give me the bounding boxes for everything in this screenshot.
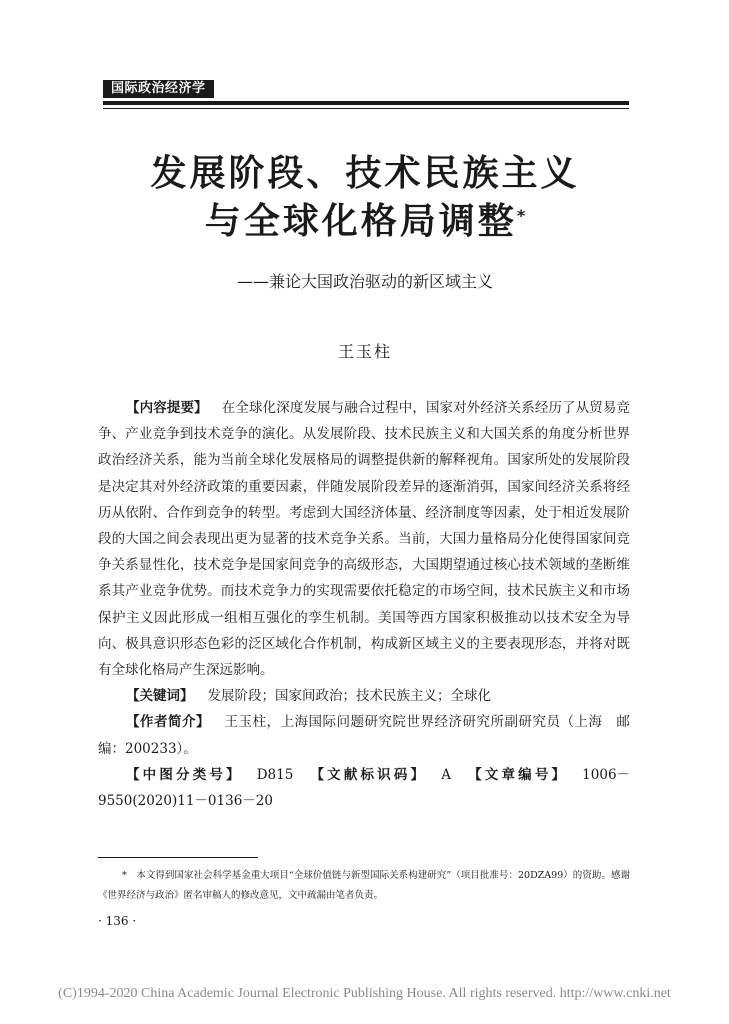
title-footnote-mark: * <box>516 206 526 225</box>
clc-value: D815 <box>256 766 294 783</box>
header-rule-thick <box>103 101 629 105</box>
article-title-line2 <box>80 200 650 244</box>
footnote-paragraph <box>98 866 630 906</box>
abstract <box>98 395 630 683</box>
keywords <box>98 683 630 709</box>
footnote <box>98 866 630 906</box>
doc-code-value: A <box>441 766 451 783</box>
header-rule-thin <box>103 108 629 109</box>
article-title-line1: 发展阶段、技术民族主义 <box>150 153 580 194</box>
section-tag: 国际政治经济学 <box>103 80 214 98</box>
copyright-watermark: (C)1994-2020 China Academic Journal Electronic Publishing House. All rights reserved. http://www.cnki.net <box>58 986 671 1001</box>
author-intro <box>98 709 630 761</box>
footnote-rule <box>98 857 258 858</box>
article-number-label: 【文章编号】 <box>464 766 569 783</box>
keywords-text: 发展阶段；国家间政治；技术民族主义；全球化 <box>207 688 491 705</box>
article-title-line2-text: 与全球化格局调整 <box>204 201 517 242</box>
classification <box>98 762 630 814</box>
author-name: 王玉柱 <box>337 342 392 361</box>
abstract-text: 在全球化深度发展与融合过程中，国家对外经济关系经历了从贸易竞争、产业竞争到技术竞争的演化。从发展阶段、技术民族主义和大国关系的角度分析世界政治经济关系，能为当前全球化发展格局的调整提供新的解释视角。国家所处的发展阶段是决定其对外经济政策的重要因素，伴随发展阶段差异的逐渐消弭，国家间经济关系将经历从依附、合作到竞争的转型。考虑到大国经济体量、经济制度等因素，处于相近发展阶段的大国之间会表现出更为显著的技术竞争关系。当前，大国力量格局分化使得国家间竞争关系显性化，技术竞争是国家间竞争的高级形态，大国期望通过核心技术领域的垄断维系其产业竞争优势。而技术竞争力的实现需要依托稳定的市场空间，技术民族主义和市场保护主义因此形成一组相互强化的孪生机制。美国等西方国家积极推动以技术安全为导向、极具意识形态色彩的泛区域化合作机制，构成新区域主义的主要表现形态，并将对既有全球化格局产生深远影响。 <box>98 400 631 679</box>
doc-code-label: 【文献标识码】 <box>307 766 428 783</box>
author-intro-text: 王玉柱，上海国际问题研究院世界经济研究所副研究员（上海 邮编：200233）。 <box>98 714 630 757</box>
abstract-label: 【内容提要】 <box>126 400 208 416</box>
clc-label: 【中图分类号】 <box>126 766 243 783</box>
footnote-text: 本文得到国家社会科学基金重大项目“全球价值链与新型国际关系构建研究”（项目批准号：20DZA99）的资助。感谢《世界经济与政治》匿名审稿人的修改意见，文中疏漏由笔者负责。 <box>98 870 630 901</box>
article-subtitle: ——兼论大国政治驱动的新区域主义 <box>236 272 493 291</box>
author-intro-label: 【作者简介】 <box>126 714 210 731</box>
page-number: · 136 · <box>98 914 137 928</box>
keywords-label: 【关键词】 <box>126 688 194 705</box>
footnote-mark: * <box>122 870 127 881</box>
article-number-value: 1006－9550(2020)11－0136－20 <box>98 766 631 810</box>
article-front-matter <box>98 395 630 814</box>
